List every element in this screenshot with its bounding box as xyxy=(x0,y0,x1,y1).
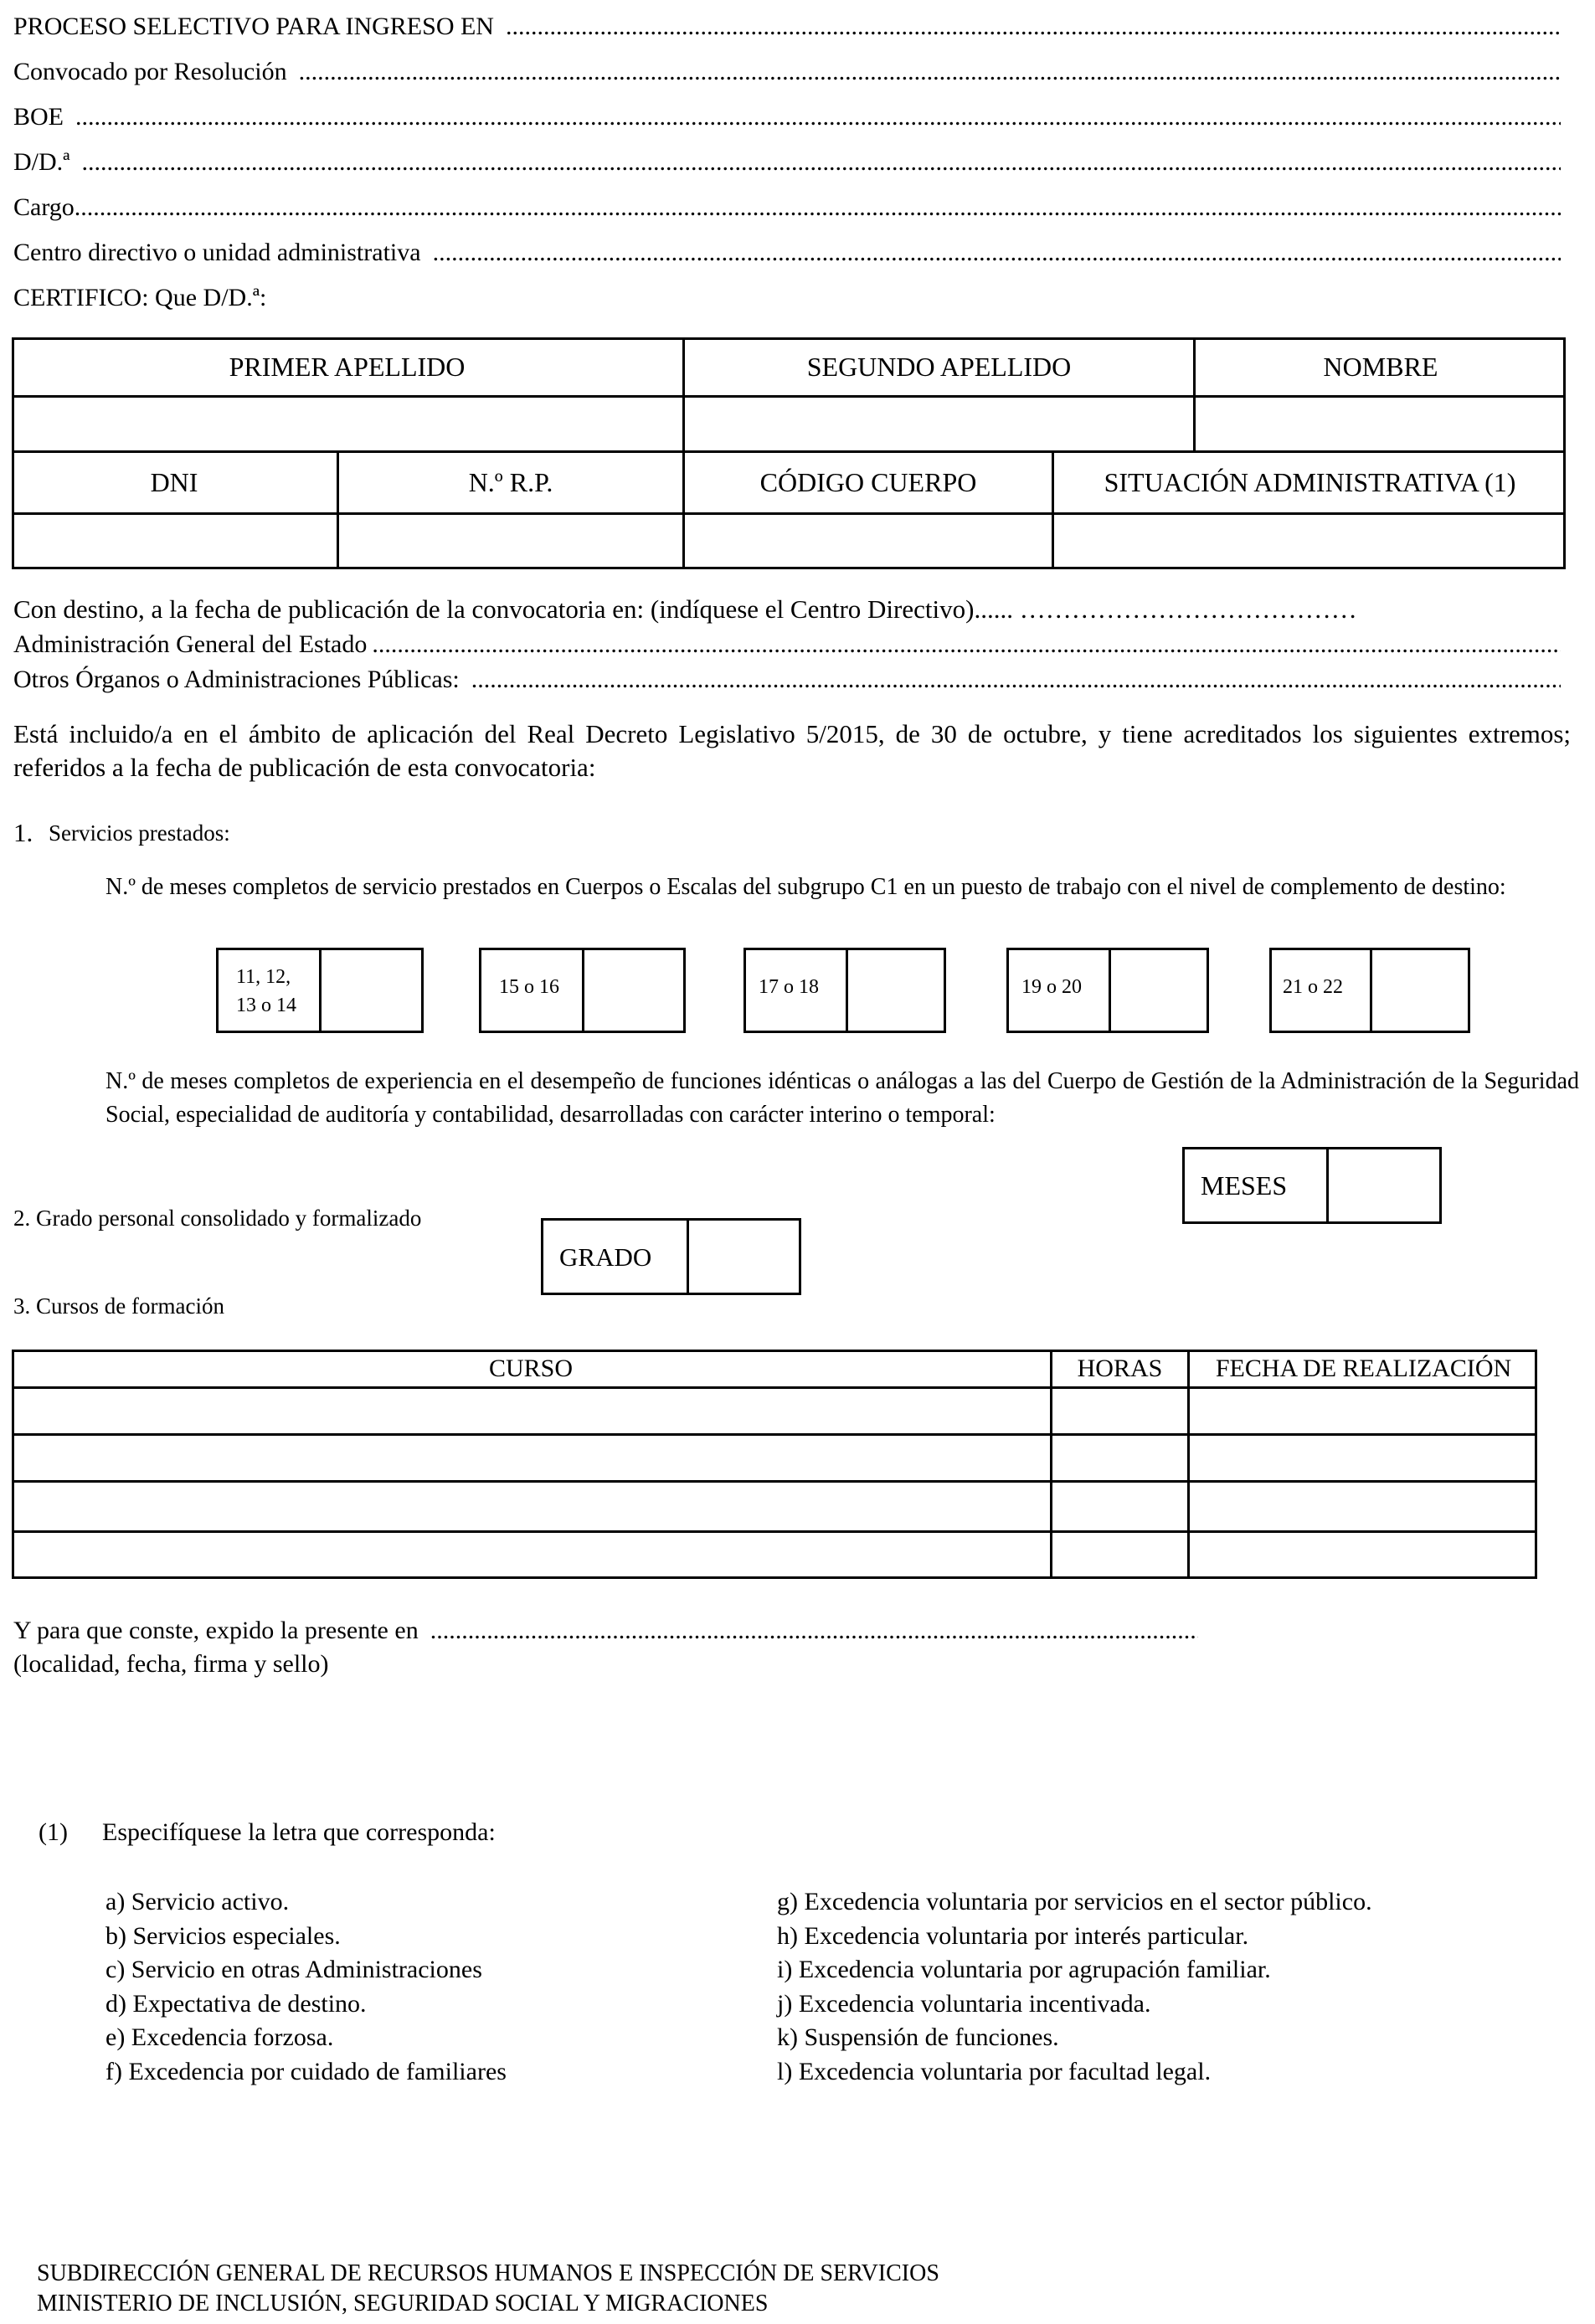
field-label: Otros Órganos o Administraciones Públicas: xyxy=(13,666,460,693)
list-item: g) Excedencia voluntaria por servicios en el sector público. xyxy=(777,1888,1372,1915)
field-label: Convocado por Resolución xyxy=(13,58,287,85)
level-label: 21 o 22 xyxy=(1283,976,1343,998)
section1-number: 1. xyxy=(13,818,33,847)
field-label: Y para que conste, expido la presente en xyxy=(13,1617,419,1644)
header-horas: HORAS xyxy=(1077,1355,1163,1382)
header-curso: CURSO xyxy=(488,1355,574,1382)
level-label: 15 o 16 xyxy=(499,976,559,998)
header-nombre: NOMBRE xyxy=(1323,352,1438,382)
list-item: k) Suspensión de funciones. xyxy=(777,2023,1059,2051)
dotted-fill xyxy=(430,1616,1198,1646)
level-label-line1: 11, 12, xyxy=(236,966,291,988)
table-row[interactable] xyxy=(14,1436,1535,1480)
list-item: b) Servicios especiales. xyxy=(105,1921,341,1950)
list-item: f) Excedencia por cuidado de familiares xyxy=(105,2057,507,2085)
header-codigo-cuerpo: CÓDIGO CUERPO xyxy=(759,467,977,497)
field-label: D/D.ª xyxy=(13,148,70,176)
input-situacion[interactable] xyxy=(1054,515,1564,567)
list-item: i) Excedencia voluntaria por agrupación familiar. xyxy=(777,1956,1271,1983)
section2-title: 2. Grado personal consolidado y formalizado xyxy=(13,1206,422,1231)
conste-note: (localidad, fecha, firma y sello) xyxy=(13,1650,329,1678)
meses-label: MESES xyxy=(1201,1170,1288,1201)
grado-label: GRADO xyxy=(559,1242,652,1272)
dotted-fill xyxy=(506,12,1561,42)
incluido-paragraph: Está incluido/a en el ámbito de aplicación del Real Decreto Legislativo 5/2015, de 30 de octubre, y tiene acreditados los siguientes extremos; referidos a la fecha de publicación de esta convocatoria: xyxy=(13,719,1571,782)
table-row[interactable] xyxy=(14,1483,1535,1530)
table-row[interactable] xyxy=(14,1389,1535,1433)
level-label: 17 o 18 xyxy=(759,976,819,998)
field-cargo[interactable] xyxy=(13,193,1561,223)
input-segundo-apellido[interactable] xyxy=(685,398,1193,450)
note-list-left xyxy=(105,1885,507,2089)
header-dni: DNI xyxy=(150,467,198,497)
note-marker: (1) xyxy=(39,1818,68,1846)
level-label: 19 o 20 xyxy=(1021,976,1082,998)
dotted-fill xyxy=(81,147,1561,177)
certifico-text: CERTIFICO: Que D/D.ª: xyxy=(13,284,267,311)
list-item: c) Servicio en otras Administraciones xyxy=(105,1956,482,1983)
dotted-fill xyxy=(299,57,1561,87)
field-age[interactable] xyxy=(13,630,1561,660)
input-primer-apellido[interactable] xyxy=(14,398,682,450)
meses-paragraph: N.º de meses completos de servicio prestados en Cuerpos o Escalas del subgrupo C1 en un puesto de trabajo con el nivel de complemento de destino: xyxy=(105,874,1506,900)
destino-line1[interactable]: Con destino, a la fecha de publicación de la convocatoria en: (indíquese el Centro Directivo)...... ………………………………… xyxy=(13,594,1357,624)
field-convocado[interactable] xyxy=(13,57,1561,87)
dotted-fill xyxy=(75,193,1561,223)
level-label xyxy=(236,963,296,1020)
level-label-line2: 13 o 14 xyxy=(236,995,296,1016)
field-boe[interactable] xyxy=(13,102,1561,132)
header-segundo-apellido: SEGUNDO APELLIDO xyxy=(806,352,1072,382)
header-primer-apellido: PRIMER APELLIDO xyxy=(229,352,466,382)
input-nombre[interactable] xyxy=(1196,398,1564,450)
level-input[interactable] xyxy=(848,950,944,1031)
note-list-right xyxy=(777,1885,1372,2089)
list-item: e) Excedencia forzosa. xyxy=(105,2023,334,2051)
input-dni[interactable] xyxy=(14,515,337,567)
field-label: Cargo xyxy=(13,193,75,221)
field-label: Centro directivo o unidad administrativa xyxy=(13,239,421,266)
list-item: l) Excedencia voluntaria por facultad legal. xyxy=(777,2057,1212,2085)
field-conste[interactable] xyxy=(13,1616,1198,1646)
level-input[interactable] xyxy=(584,950,683,1031)
note-title: Especifíquese la letra que corresponda: xyxy=(102,1818,496,1846)
list-item: a) Servicio activo. xyxy=(105,1888,290,1915)
footer-line2: MINISTERIO DE INCLUSIÓN, SEGURIDAD SOCIAL Y MIGRACIONES xyxy=(37,2291,769,2316)
header-nrp: N.º R.P. xyxy=(468,467,553,497)
header-situacion: SITUACIÓN ADMINISTRATIVA (1) xyxy=(1104,467,1516,497)
level-input[interactable] xyxy=(322,950,421,1031)
dotted-fill xyxy=(433,238,1561,268)
meses-input[interactable] xyxy=(1329,1149,1439,1221)
footer-line1: SUBDIRECCIÓN GENERAL DE RECURSOS HUMANOS E INSPECCIÓN DE SERVICIOS xyxy=(37,2260,939,2286)
field-proceso[interactable] xyxy=(13,12,1561,42)
level-input[interactable] xyxy=(1111,950,1207,1031)
dotted-fill xyxy=(471,665,1561,695)
dotted-fill xyxy=(75,102,1561,132)
footer xyxy=(37,2259,939,2319)
field-label: PROCESO SELECTIVO PARA INGRESO EN xyxy=(13,13,494,40)
list-item: j) Excedencia voluntaria incentivada. xyxy=(777,1989,1151,2018)
input-nrp[interactable] xyxy=(339,515,682,567)
experiencia-paragraph: N.º de meses completos de experiencia en el desempeño de funciones idénticas o análogas a las del Cuerpo de Gestión de la Administración de la Seguridad Social, especialidad de auditoría y contabilidad, desarrolladas con carácter interino o temporal: xyxy=(105,1068,1579,1128)
field-label: BOE xyxy=(13,103,64,131)
dotted-fill xyxy=(372,630,1561,660)
input-codigo-cuerpo[interactable] xyxy=(685,515,1052,567)
divider xyxy=(12,450,1566,453)
field-otros[interactable] xyxy=(13,665,1561,695)
field-dd[interactable] xyxy=(13,147,1561,177)
field-label: Administración General del Estado xyxy=(13,630,368,658)
table-row[interactable] xyxy=(14,1533,1535,1576)
level-input[interactable] xyxy=(1372,950,1468,1031)
section3-title: 3. Cursos de formación xyxy=(13,1293,224,1319)
grado-input[interactable] xyxy=(689,1221,799,1293)
header-fecha: FECHA DE REALIZACIÓN xyxy=(1215,1355,1512,1382)
list-item: h) Excedencia voluntaria por interés particular. xyxy=(777,1921,1249,1950)
section1-title: Servicios prestados: xyxy=(49,820,230,846)
list-item: d) Expectativa de destino. xyxy=(105,1989,367,2018)
field-centro[interactable] xyxy=(13,238,1561,268)
